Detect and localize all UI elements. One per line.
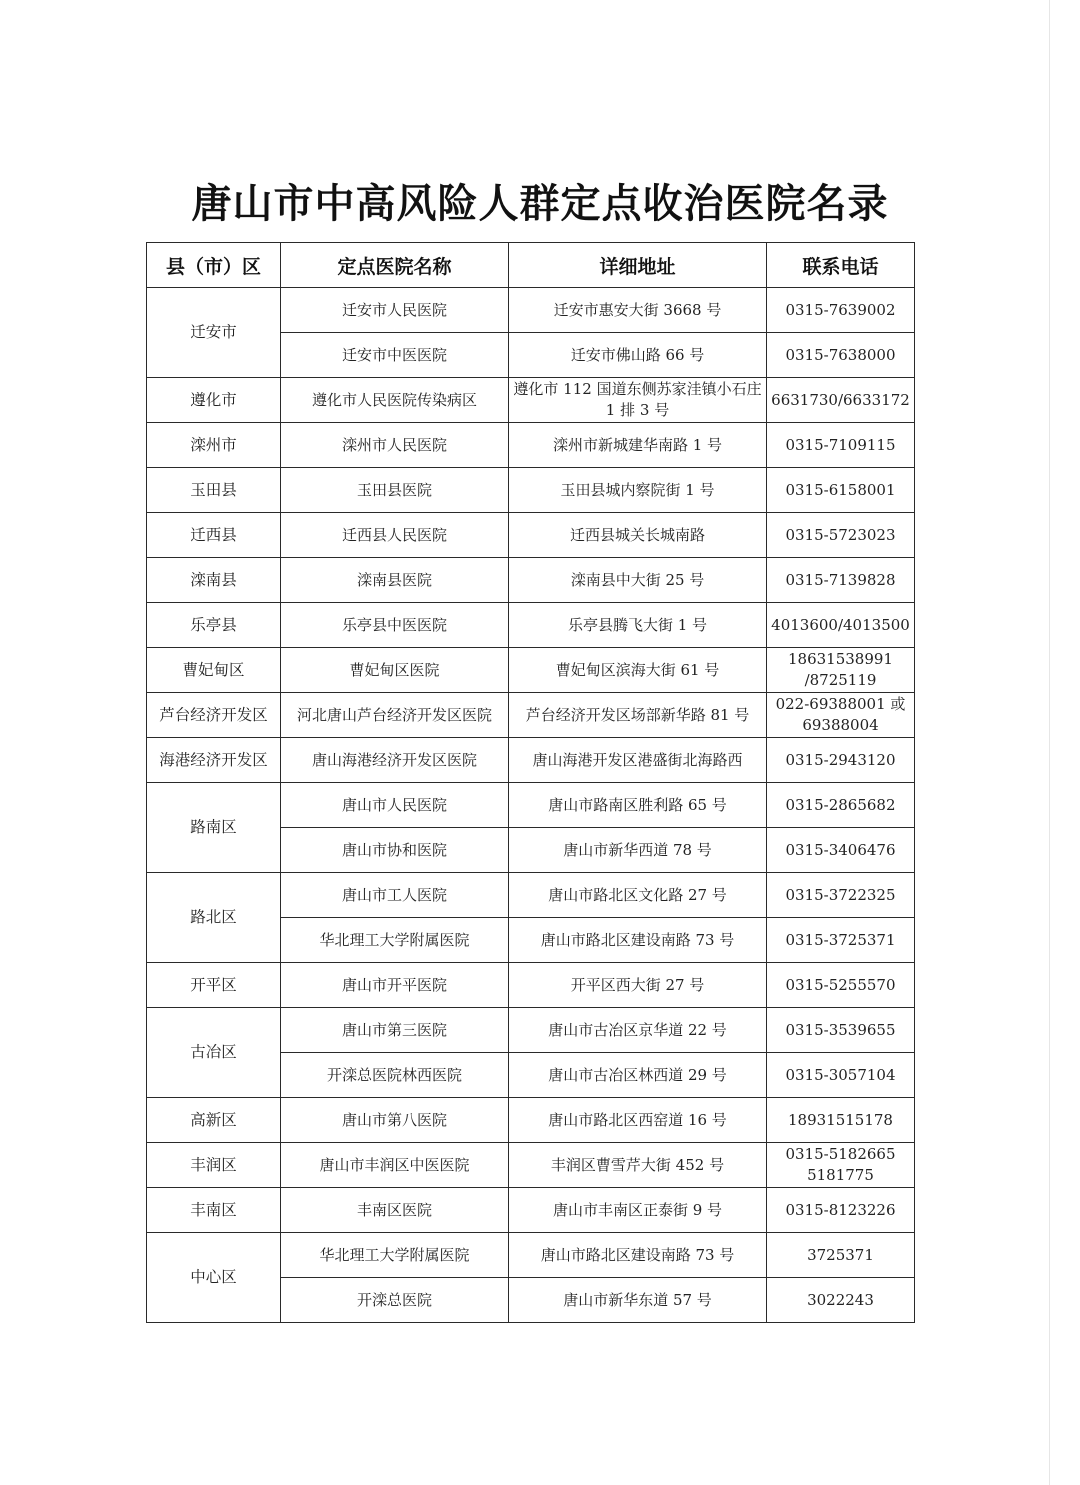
table-row (147, 873, 915, 918)
phone-cell: 4013600/4013500 (767, 603, 915, 648)
address-cell: 唐山市丰南区正泰街 9 号 (509, 1188, 767, 1233)
hospital-name-cell: 开滦总医院林西医院 (281, 1053, 509, 1098)
address-cell: 唐山市新华西道 78 号 (509, 828, 767, 873)
district-cell: 中心区 (147, 1233, 281, 1323)
address-cell: 迁安市佛山路 66 号 (509, 333, 767, 378)
header-address: 详细地址 (509, 243, 767, 288)
address-cell: 丰润区曹雪芹大街 452 号 (509, 1143, 767, 1188)
district-cell: 芦台经济开发区 (147, 693, 281, 738)
hospital-name-cell: 曹妃甸区医院 (281, 648, 509, 693)
phone-cell: 0315-3722325 (767, 873, 915, 918)
district-cell: 曹妃甸区 (147, 648, 281, 693)
table-row (147, 513, 915, 558)
address-cell: 唐山海港开发区港盛街北海路西 (509, 738, 767, 783)
header-phone: 联系电话 (767, 243, 915, 288)
phone-cell: 0315-3057104 (767, 1053, 915, 1098)
hospital-name-cell: 迁西县人民医院 (281, 513, 509, 558)
district-cell: 迁西县 (147, 513, 281, 558)
table-row (147, 558, 915, 603)
hospital-name-cell: 乐亭县中医医院 (281, 603, 509, 648)
hospital-name-cell: 迁安市中医医院 (281, 333, 509, 378)
address-cell: 唐山市新华东道 57 号 (509, 1278, 767, 1323)
hospital-name-cell: 华北理工大学附属医院 (281, 918, 509, 963)
hospital-name-cell: 唐山市丰润区中医医院 (281, 1143, 509, 1188)
address-cell: 唐山市路北区文化路 27 号 (509, 873, 767, 918)
table-row (147, 648, 915, 693)
phone-cell: 0315-3539655 (767, 1008, 915, 1053)
phone-cell: 3022243 (767, 1278, 915, 1323)
hospital-table (146, 242, 915, 1323)
phone-cell: 0315-3725371 (767, 918, 915, 963)
address-cell: 唐山市路南区胜利路 65 号 (509, 783, 767, 828)
page-title: 唐山市中高风险人群定点收治医院名录 (191, 181, 889, 227)
hospital-name-cell: 唐山市工人医院 (281, 873, 509, 918)
address-cell: 迁安市惠安大街 3668 号 (509, 288, 767, 333)
table-row (147, 468, 915, 513)
address-cell: 乐亭县腾飞大街 1 号 (509, 603, 767, 648)
phone-cell: 0315-7139828 (767, 558, 915, 603)
table-row (147, 1143, 915, 1188)
table-row (147, 738, 915, 783)
hospital-name-cell: 迁安市人民医院 (281, 288, 509, 333)
table-body (147, 288, 915, 1323)
address-cell: 唐山市路北区建设南路 73 号 (509, 918, 767, 963)
district-cell: 海港经济开发区 (147, 738, 281, 783)
hospital-name-cell: 滦州市人民医院 (281, 423, 509, 468)
phone-cell: 0315-7109115 (767, 423, 915, 468)
address-cell: 唐山市路北区建设南路 73 号 (509, 1233, 767, 1278)
address-cell: 玉田县城内察院街 1 号 (509, 468, 767, 513)
hospital-name-cell: 唐山海港经济开发区医院 (281, 738, 509, 783)
table-header (147, 243, 915, 288)
hospital-name-cell: 河北唐山芦台经济开发区医院 (281, 693, 509, 738)
district-cell: 滦南县 (147, 558, 281, 603)
table-row (147, 288, 915, 333)
address-cell: 唐山市古冶区京华道 22 号 (509, 1008, 767, 1053)
phone-cell: 0315-8123226 (767, 1188, 915, 1233)
table-row (147, 1008, 915, 1053)
district-cell: 丰南区 (147, 1188, 281, 1233)
phone-cell: 0315-2865682 (767, 783, 915, 828)
phone-cell: 0315-5255570 (767, 963, 915, 1008)
table-row (147, 1188, 915, 1233)
district-cell: 路北区 (147, 873, 281, 963)
hospital-name-cell: 开滦总医院 (281, 1278, 509, 1323)
table-row (147, 963, 915, 1008)
address-cell: 遵化市 112 国道东侧苏家洼镇小石庄 1 排 3 号 (509, 378, 767, 423)
hospital-name-cell: 华北理工大学附属医院 (281, 1233, 509, 1278)
address-cell: 开平区西大街 27 号 (509, 963, 767, 1008)
address-cell: 唐山市古冶区林西道 29 号 (509, 1053, 767, 1098)
table-row (147, 693, 915, 738)
header-hospital: 定点医院名称 (281, 243, 509, 288)
phone-cell: 18931515178 (767, 1098, 915, 1143)
district-cell: 路南区 (147, 783, 281, 873)
phone-cell: 0315-6158001 (767, 468, 915, 513)
address-cell: 滦南县中大街 25 号 (509, 558, 767, 603)
table-row (147, 378, 915, 423)
district-cell: 古冶区 (147, 1008, 281, 1098)
table-row (147, 1098, 915, 1143)
address-cell: 滦州市新城建华南路 1 号 (509, 423, 767, 468)
phone-cell: 0315-3406476 (767, 828, 915, 873)
district-cell: 丰润区 (147, 1143, 281, 1188)
district-cell: 遵化市 (147, 378, 281, 423)
phone-cell: 022-69388001 或 69388004 (767, 693, 915, 738)
header-district: 县（市）区 (147, 243, 281, 288)
hospital-name-cell: 唐山市人民医院 (281, 783, 509, 828)
district-cell: 高新区 (147, 1098, 281, 1143)
phone-cell: 0315-2943120 (767, 738, 915, 783)
table-row (147, 783, 915, 828)
hospital-name-cell: 玉田县医院 (281, 468, 509, 513)
district-cell: 玉田县 (147, 468, 281, 513)
phone-cell: 3725371 (767, 1233, 915, 1278)
address-cell: 迁西县城关长城南路 (509, 513, 767, 558)
hospital-name-cell: 丰南区医院 (281, 1188, 509, 1233)
address-cell: 芦台经济开发区场部新华路 81 号 (509, 693, 767, 738)
table-row (147, 1233, 915, 1278)
phone-cell: 0315-7639002 (767, 288, 915, 333)
hospital-name-cell: 唐山市协和医院 (281, 828, 509, 873)
phone-cell: 18631538991 /8725119 (767, 648, 915, 693)
phone-cell: 0315-5723023 (767, 513, 915, 558)
district-cell: 迁安市 (147, 288, 281, 378)
district-cell: 滦州市 (147, 423, 281, 468)
hospital-name-cell: 滦南县医院 (281, 558, 509, 603)
table-row (147, 603, 915, 648)
district-cell: 开平区 (147, 963, 281, 1008)
phone-cell: 0315-7638000 (767, 333, 915, 378)
hospital-name-cell: 唐山市第八医院 (281, 1098, 509, 1143)
header-row (147, 243, 915, 288)
hospital-name-cell: 唐山市开平医院 (281, 963, 509, 1008)
phone-cell: 6631730/6633172 (767, 378, 915, 423)
address-cell: 曹妃甸区滨海大街 61 号 (509, 648, 767, 693)
hospital-name-cell: 遵化市人民医院传染病区 (281, 378, 509, 423)
hospital-name-cell: 唐山市第三医院 (281, 1008, 509, 1053)
phone-cell: 0315-5182665 5181775 (767, 1143, 915, 1188)
address-cell: 唐山市路北区西窑道 16 号 (509, 1098, 767, 1143)
district-cell: 乐亭县 (147, 603, 281, 648)
table-row (147, 423, 915, 468)
